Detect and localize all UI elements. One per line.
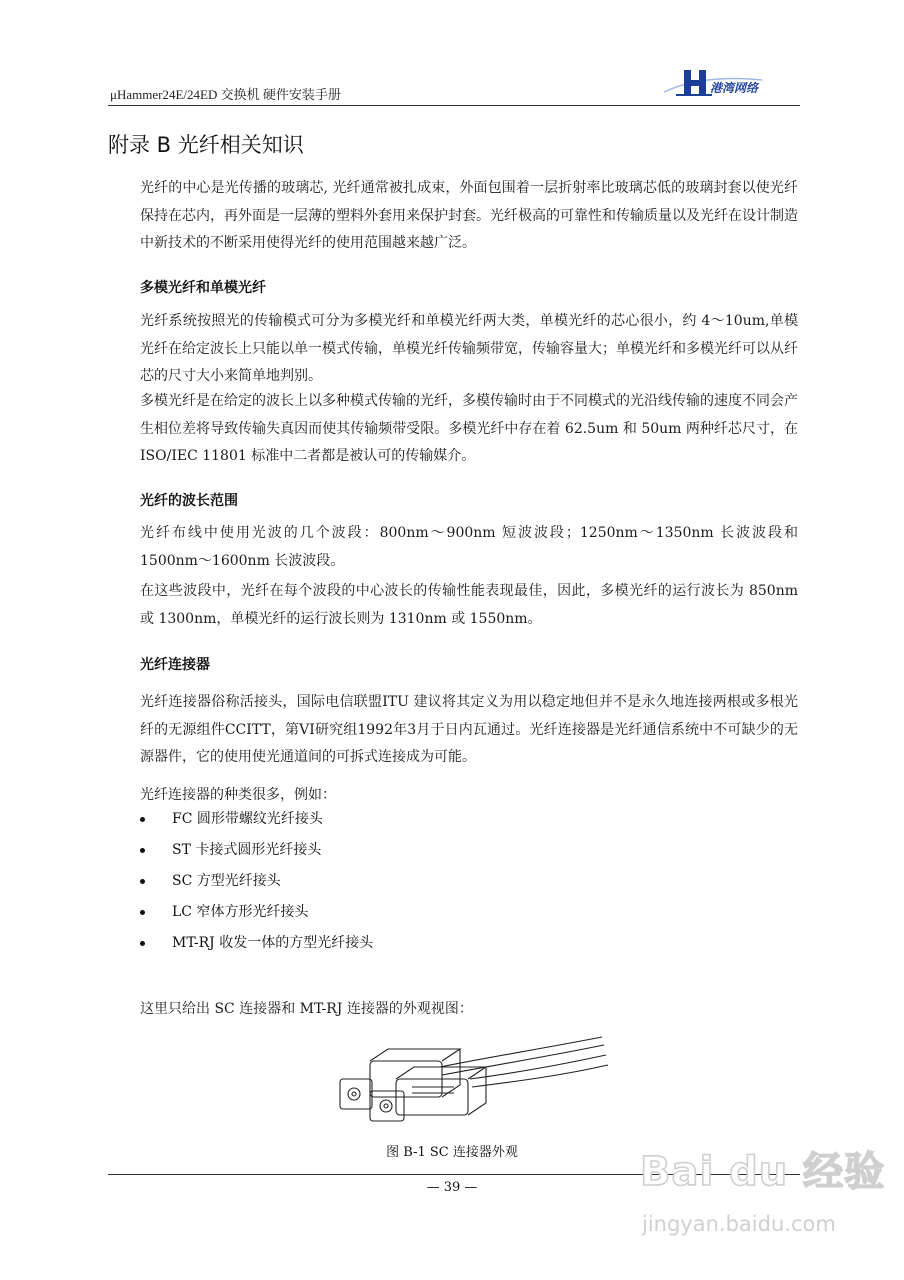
paragraph-multimode: 多模光纤是在给定的波长上以多种模式传输的光纤，多模传输时由于不同模式的光沿线传输的速度不同会产生相位差将导致传输失真因而使其传输频带受限。多模光纤中存在着 62.5um 和 50um 两种纤芯尺寸，在 ISO/IEC 11801 标准中二者都是被认可的传输媒介。 xyxy=(140,393,798,464)
header-divider xyxy=(108,105,800,106)
watermark-brand: Bai du 经验 xyxy=(640,1149,886,1195)
bullet-icon xyxy=(140,879,145,884)
logo-text: 港湾网络 xyxy=(710,81,759,95)
intro-paragraph: 光纤的中心是光传播的玻璃芯, 光纤通常被扎成束，外面包围着一层折射率比玻璃芯低的玻璃封套以使光纤保持在芯内，再外面是一层薄的塑料外套用来保护封套。光纤极高的可靠性和传输质量以及光纤在设计制造中新技术的不断采用使得光纤的使用范围越来越广泛。 xyxy=(140,180,798,251)
connector-list-intro: 光纤连接器的种类很多，例如： xyxy=(140,787,336,803)
bullet-icon xyxy=(140,941,145,946)
figure-caption: 图 B-1 SC 连接器外观 xyxy=(386,1145,518,1160)
bullet-icon xyxy=(140,848,145,853)
paragraph-fiber-modes: 光纤系统按照光的传输模式可分为多模光纤和单模光纤两大类，单模光纤的芯心很小，约 4～10um,单模光纤在给定波长上只能以单一模式传输，单模光纤传输频带宽，传输容量大；单模光纤和多模光纤可以从纤芯的尺寸大小来简单地判别。 xyxy=(140,313,798,384)
list-item: FC 圆形带螺纹光纤接头 xyxy=(140,808,373,839)
company-logo xyxy=(662,66,802,104)
list-item: SC 方型光纤接头 xyxy=(140,870,373,901)
paragraph-bands: 光纤布线中使用光波的几个波段：800nm～900nm 短波波段；1250nm～1350nm 长波波段和 1500nm～1600nm 长波波段。 xyxy=(140,525,798,569)
baidu-watermark xyxy=(640,1140,886,1260)
page-number: — 39 — xyxy=(426,1180,478,1195)
connector-type-list xyxy=(140,808,373,963)
list-item: ST 卡接式圆形光纤接头 xyxy=(140,839,373,870)
heading-multimode-singlemode: 多模光纤和单模光纤 xyxy=(140,280,266,296)
bullet-icon xyxy=(140,910,145,915)
figure-intro: 这里只给出 SC 连接器和 MT-RJ 连接器的外观视图： xyxy=(140,1001,473,1017)
paragraph-connector-definition: 光纤连接器俗称活接头，国际电信联盟ITU 建议将其定义为用以稳定地但并不是永久地连接两根或多根光纤的无源组件CCITT，第VI研究组1992年3月于日内瓦通过。光纤连接器是光纤通信系统中不可缺少的无源器件，它的使用使光通道间的可拆式连接成为可能。 xyxy=(140,694,798,765)
watermark-url: jingyan.baidu.com xyxy=(642,1212,836,1236)
list-item: MT-RJ 收发一体的方型光纤接头 xyxy=(140,932,373,963)
list-item: LC 窄体方形光纤接头 xyxy=(140,901,373,932)
sc-connector-illustration xyxy=(330,1035,610,1125)
section-title: 附录 B 光纤相关知识 xyxy=(108,133,304,157)
header-title: μHammer24E/24ED 交换机 硬件安装手册 xyxy=(110,87,341,102)
heading-wavelength: 光纤的波长范围 xyxy=(140,493,238,509)
paragraph-operating-wavelength: 在这些波段中，光纤在每个波段的中心波长的传输性能表现最佳，因此，多模光纤的运行波长为 850nm 或 1300nm，单模光纤的运行波长则为 1310nm 或 1550nm。 xyxy=(140,583,798,627)
bullet-icon xyxy=(140,817,145,822)
heading-connector: 光纤连接器 xyxy=(140,657,210,673)
